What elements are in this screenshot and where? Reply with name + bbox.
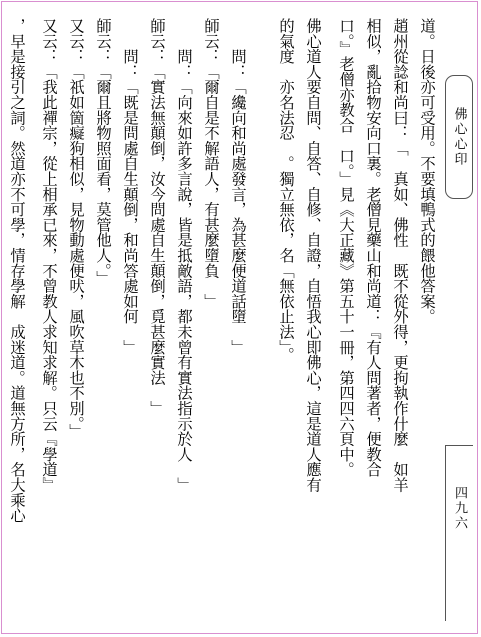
text-column-7: [256, 18, 274, 630]
text-column-3: 相似，亂拾物安向口裏。老僧見藥山和尚道：『有人問著者，便教合: [364, 18, 382, 477]
text-column-10: 問：「向來如許多言說，皆是抵敵語，都未曾有實法指示於人 」: [175, 18, 193, 493]
text-column-6: 的氣度 亦名法忍 。獨立無依，名「無依止法」。: [277, 18, 295, 363]
text-column-16: ，早是接引之詞。然道亦不可學，情存學解 成迷道。道無方所，名大乘心: [8, 18, 26, 523]
text-column-12: 問：「既是問處自生顛倒，和尚答處如何 」: [121, 18, 139, 355]
text-column-8: 問：「纔向和尚處發言，為甚麼便道話墮 」: [229, 18, 247, 355]
page-number-tab: [445, 445, 473, 621]
text-column-4: 口。』老僧亦教合 口。」見《大正藏》第五十一冊，第四四六頁中。: [337, 18, 355, 477]
text-column-5: 佛心道人要自問、自答、自修、自證，自悟我心即佛心，這是道人應有: [304, 18, 322, 493]
text-column-2: 趙州從諗和尚曰：「 真如、佛性 既不從外得，更拘執作什麼 如羊: [391, 18, 409, 493]
text-column-14: 又云：「祇如箇癡狗相似，見物動處便吠，風吹草木也不別。」: [67, 18, 85, 439]
chapter-title-tab: [445, 75, 473, 199]
page-number: 四九六: [452, 486, 467, 531]
text-column-1: 道。日後亦可受用。不要填鴨式的餵他答案。: [418, 18, 436, 324]
chapter-title: 佛心心印: [451, 107, 467, 167]
text-column-9: 師云：「爾自是不解語人，有甚麼墮負 」: [202, 18, 220, 309]
text-column-15: 又云：「我此禪宗，從上相承已來，不曾教人求知求解。只云『學道』: [40, 18, 58, 493]
text-column-13: 師云：「爾且將物照面看，莫管他人。」: [94, 18, 112, 286]
text-column-11: 師云：「實法無顛倒，汝今問處自生顛倒，覓甚麼實法 」: [148, 18, 166, 416]
